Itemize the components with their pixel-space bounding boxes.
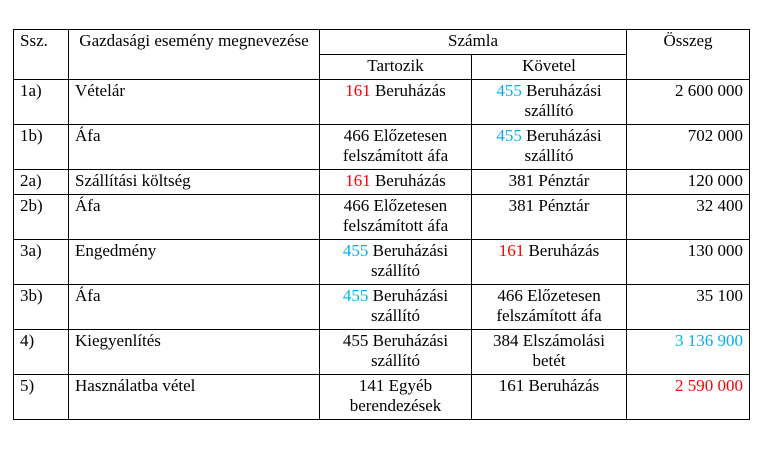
account-code: 455: [342, 286, 369, 305]
row-credit-account: [472, 330, 627, 375]
account-name: Beruházás: [528, 376, 600, 395]
account-code: 161: [345, 171, 371, 190]
row-event: Kiegyenlítés: [69, 330, 320, 375]
table-header: [14, 30, 750, 80]
row-credit-account: [472, 285, 627, 330]
account-name: Beruházási szállító: [370, 286, 449, 325]
account-code: 455: [342, 331, 369, 350]
account-name: Beruházási szállító: [524, 126, 602, 165]
account-code: 381: [508, 196, 535, 215]
account-code: 381: [508, 171, 535, 190]
account-code: 466: [343, 196, 370, 215]
header-amount: Összeg: [627, 30, 750, 80]
account-name: Beruházási szállító: [370, 241, 449, 280]
account-name: Előzetesen felszámított áfa: [496, 286, 602, 325]
row-credit-account: [472, 170, 627, 195]
row-debit-account: [320, 80, 472, 125]
row-event: Használatba vétel: [69, 375, 320, 420]
row-ssz: 3a): [14, 240, 69, 285]
row-amount: 702 000: [627, 125, 750, 170]
table-row: [14, 375, 750, 420]
table-row: [14, 240, 750, 285]
account-code: 161: [345, 81, 371, 100]
account-name: Beruházási szállító: [370, 331, 449, 370]
account-name: Beruházás: [374, 171, 446, 190]
row-debit-account: [320, 240, 472, 285]
row-debit-account: [320, 375, 472, 420]
header-debit: Tartozik: [320, 55, 472, 80]
table-row: [14, 125, 750, 170]
account-name: Beruházás: [528, 241, 600, 260]
row-debit-account: [320, 330, 472, 375]
account-name: Pénztár: [538, 171, 590, 190]
table-row: [14, 330, 750, 375]
row-credit-account: [472, 125, 627, 170]
account-code: 384: [493, 331, 519, 350]
account-name: Előzetesen felszámított áfa: [342, 196, 449, 235]
header-row: [14, 30, 750, 55]
row-ssz: 1a): [14, 80, 69, 125]
table-row: [14, 195, 750, 240]
account-name: Beruházás: [374, 81, 446, 100]
row-debit-account: [320, 170, 472, 195]
row-amount: 2 590 000: [627, 375, 750, 420]
row-amount: 2 600 000: [627, 80, 750, 125]
row-credit-account: [472, 240, 627, 285]
account-code: 455: [496, 81, 522, 100]
account-code: 466: [343, 126, 370, 145]
account-name: Előzetesen felszámított áfa: [342, 126, 449, 165]
row-credit-account: [472, 375, 627, 420]
row-event: Áfa: [69, 125, 320, 170]
row-ssz: 1b): [14, 125, 69, 170]
row-amount: 130 000: [627, 240, 750, 285]
row-debit-account: [320, 125, 472, 170]
table-row: [14, 285, 750, 330]
row-amount: 35 100: [627, 285, 750, 330]
header-event: Gazdasági esemény megnevezése: [69, 30, 320, 80]
row-event: Vételár: [69, 80, 320, 125]
row-amount: 32 400: [627, 195, 750, 240]
row-event: Engedmény: [69, 240, 320, 285]
row-amount: 120 000: [627, 170, 750, 195]
row-credit-account: [472, 195, 627, 240]
account-code: 161: [498, 241, 525, 260]
account-code: 161: [498, 376, 525, 395]
row-ssz: 2b): [14, 195, 69, 240]
row-ssz: 5): [14, 375, 69, 420]
row-event: Áfa: [69, 195, 320, 240]
account-code: 466: [497, 286, 523, 305]
header-account: Számla: [320, 30, 627, 55]
account-name: Elszámolási betét: [522, 331, 605, 370]
row-ssz: 3b): [14, 285, 69, 330]
table-row: [14, 80, 750, 125]
account-code: 455: [342, 241, 369, 260]
account-code: 141: [358, 376, 385, 395]
row-amount: 3 136 900: [627, 330, 750, 375]
header-credit: Követel: [472, 55, 627, 80]
account-name: Beruházási szállító: [524, 81, 602, 120]
row-ssz: 4): [14, 330, 69, 375]
account-code: 455: [496, 126, 522, 145]
row-debit-account: [320, 285, 472, 330]
row-credit-account: [472, 80, 627, 125]
table-body: [14, 80, 750, 420]
ledger-table: [13, 29, 750, 420]
row-debit-account: [320, 195, 472, 240]
row-ssz: 2a): [14, 170, 69, 195]
table-row: [14, 170, 750, 195]
account-name: Pénztár: [538, 196, 590, 215]
row-event: Áfa: [69, 285, 320, 330]
account-name: Egyéb berendezések: [349, 376, 442, 415]
row-event: Szállítási költség: [69, 170, 320, 195]
header-ssz: Ssz.: [14, 30, 69, 80]
